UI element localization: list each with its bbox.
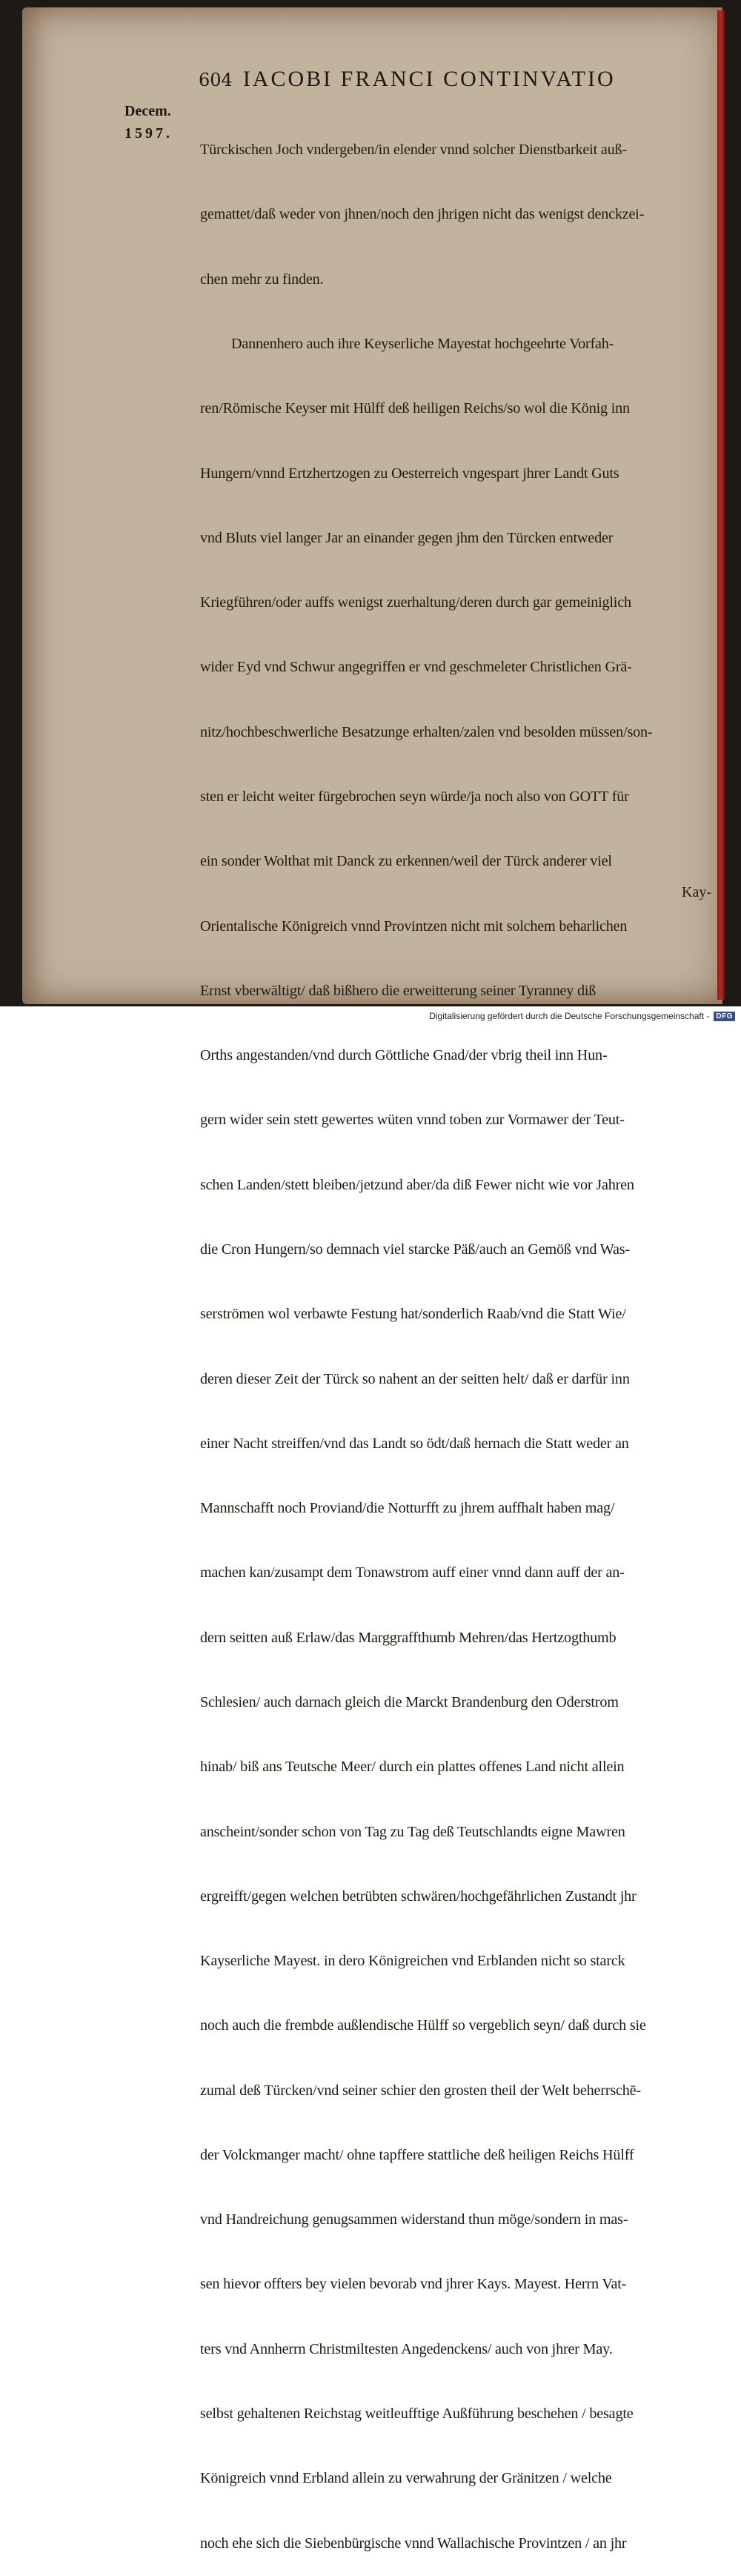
text-line: Türckischen Joch vndergeben/in elender vnnd solcher Dienstbarkeit auß-	[200, 142, 627, 159]
text-line: Königreich vnnd Erbland allein zu verwahrung der Gränitzen / welche	[200, 2470, 612, 2487]
catchword: Kay-	[682, 884, 711, 900]
body-text	[200, 96, 719, 2576]
text-line: Dannenhero auch ihre Keyserliche Mayestat hochgeehrte Vorfah-	[231, 336, 614, 353]
text-line: serströmen wol verbawte Festung hat/sonderlich Raab/vnd die Statt Wie/	[200, 1306, 626, 1323]
text-line: sen hievor offters bey vielen bevorab vnd jhrer Kays. Mayest. Herrn Vat-	[200, 2276, 627, 2293]
text-line: sten er leicht weiter fürgebrochen seyn würde/ja noch also von GOTT für	[200, 789, 629, 805]
text-line: machen kan/zusampt dem Tonawstrom auff einer vnnd dann auff der an-	[200, 1564, 625, 1581]
text-line: Kriegführen/oder auffs wenigst zuerhaltung/deren durch gar gemeiniglich	[200, 594, 631, 611]
text-line: deren dieser Zeit der Türck so nahent an der seitten helt/ daß er darfür inn	[200, 1370, 630, 1387]
text-line: einer Nacht streiffen/vnd das Landt so ödt/daß hernach die Statt weder an	[200, 1435, 629, 1452]
text-line: ren/Römische Keyser mit Hülff deß heiligen Reichs/so wol die König inn	[200, 400, 630, 417]
text-line: zumal deß Türcken/vnd seiner schier den grosten theil der Welt beherrschē-	[200, 2082, 641, 2099]
margin-note	[124, 100, 196, 145]
text-line: schen Landen/stett bleiben/jetzund aber/da diß Fewer nicht wie vor Jahren	[200, 1176, 634, 1193]
text-line: chen mehr zu finden.	[200, 270, 324, 288]
text-line: Schlesien/ auch darnach gleich die Marckt Brandenburg den Oderstrom	[200, 1693, 619, 1710]
margin-note-year: 1597.	[124, 125, 173, 142]
text-line: Orths angestanden/vnd durch Göttliche Gnad/der vbrig theil inn Hun-	[200, 1047, 608, 1064]
text-line: gemattet/daß weder von jhnen/noch den jhrigen nicht das wenigst denckzei-	[200, 206, 645, 223]
text-line: anscheint/sonder schon von Tag zu Tag deß Teutschlandts eigne Mawren	[200, 1823, 625, 1840]
text-line: Kayserliche Mayest. in dero Königreichen vnd Erblanden nicht so starck	[200, 1953, 625, 1970]
running-title: IACOBI FRANCI CONTINVATIO	[242, 67, 616, 91]
margin-note-month: Decem.	[124, 103, 171, 119]
text-line: gern wider sein stett gewertes wüten vnnd toben zur Vormawer der Teut-	[200, 1112, 625, 1129]
footer-text: Digitalisierung gefördert durch die Deutsche Forschungsgemeinschaft -	[429, 1011, 710, 1021]
text-line: Hungern/vnnd Ertzhertzogen zu Oesterreich vngespart jhrer Landt Guts	[200, 465, 619, 482]
text-line: vnd Bluts viel langer Jar an einander gegen jhm den Türcken entweder	[200, 529, 614, 546]
text-line: noch auch die frembde außlendische Hülff so vergeblich seyn/ daß durch sie	[200, 2017, 646, 2034]
text-line: Ernst vberwältigt/ daß bißhero die erweitterung seiner Tyranney diß	[200, 982, 597, 999]
text-line: hinab/ biß ans Teutsche Meer/ durch ein plattes offenes Land nicht allein	[200, 1759, 625, 1776]
text-line: ters vnd Annherrn Christmiltesten Angedenckens/ auch von jhrer May.	[200, 2340, 613, 2357]
text-line: dern seitten auß Erlaw/das Marggraffthumb Mehren/das Hertzogthumb	[200, 1629, 617, 1646]
text-line: vnd Handreichung genugsammen widerstand thun möge/sondern in mas-	[200, 2211, 628, 2228]
text-line: Orientalische Königreich vnnd Provintzen nicht mit solchem beharlichen	[200, 917, 628, 935]
footer-credit	[0, 1008, 741, 1024]
text-line: ergreifft/gegen welchen betrübten schwären/hochgefährlichen Zustandt jhr	[200, 1888, 637, 1905]
text-line: der Volckmanger macht/ ohne tapffere stattliche deß heiligen Reichs Hülff	[200, 2146, 634, 2163]
text-line: selbst gehaltenen Reichstag weitleufftige Außführung beschehen / besagte	[200, 2406, 634, 2423]
dfg-logo-icon: DFG	[714, 1012, 735, 1021]
page-header	[199, 67, 658, 93]
text-line: ein sonder Wolthat mit Danck zu erkennen/weil der Türck anderer viel	[200, 853, 612, 870]
text-line: wider Eyd vnd Schwur angegriffen er vnd geschmeleter Christlichen Grä-	[200, 659, 632, 676]
text-line: Mannschafft noch Proviand/die Notturfft zu jhrem auffhalt haben mag/	[200, 1500, 615, 1517]
text-line: noch ehe sich die Siebenbürgische vnnd Wallachische Provintzen / an jhr	[200, 2534, 627, 2552]
text-line: nitz/hochbeschwerliche Besatzunge erhalten/zalen vnd besolden müssen/son-	[200, 723, 653, 740]
page-number: 604	[199, 70, 233, 90]
text-line: die Cron Hungern/so demnach viel starcke Päß/auch an Gemöß vnd Was-	[200, 1241, 630, 1258]
